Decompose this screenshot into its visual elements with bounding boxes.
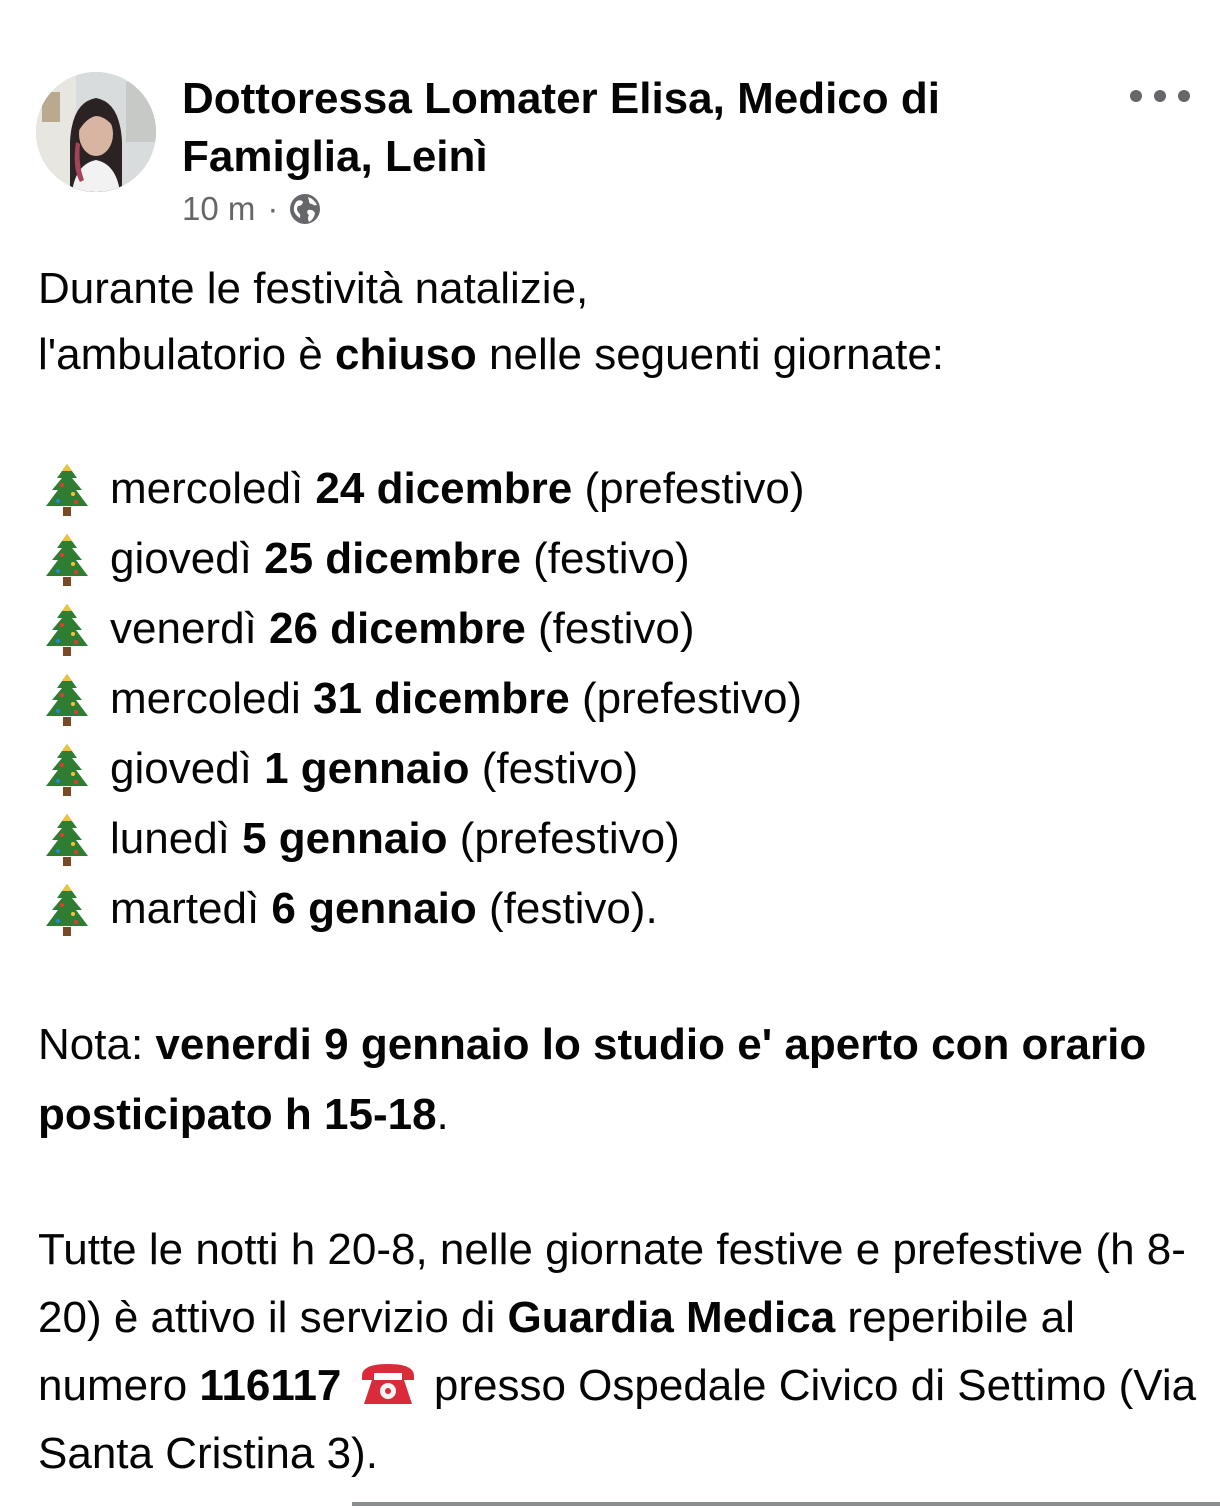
post-header (36, 72, 1196, 232)
closure-type: (festivo) (520, 534, 690, 583)
christmas-tree-icon (38, 881, 96, 937)
service-text-2: reperibile al numero (38, 1293, 1075, 1410)
closure-list (38, 454, 1198, 944)
telephone-icon (358, 1358, 418, 1408)
more-options-icon[interactable] (1130, 76, 1190, 116)
more-dot (1130, 90, 1142, 102)
meta-separator: · (267, 190, 279, 227)
post-meta (182, 188, 322, 230)
avatar[interactable] (36, 72, 156, 192)
service-paragraph (38, 1216, 1198, 1488)
christmas-tree-icon (38, 811, 96, 867)
closure-type: (prefestivo) (572, 464, 805, 513)
closure-day: giovedì (110, 744, 265, 793)
closure-item (38, 524, 1198, 594)
christmas-tree-icon (38, 671, 96, 727)
closure-date: 6 gennaio (271, 884, 477, 933)
closure-item (38, 664, 1198, 734)
closure-item (38, 874, 1198, 944)
closure-day: venerdì (110, 604, 269, 653)
closure-day: martedì (110, 884, 272, 933)
closure-date: 26 dicembre (268, 604, 526, 653)
closure-day: giovedì (110, 534, 265, 583)
closure-item (38, 804, 1198, 874)
intro-paragraph (38, 256, 1198, 388)
scroll-indicator (352, 1502, 1220, 1506)
intro-line-2-post: nelle seguenti giornate: (476, 330, 945, 379)
christmas-tree-icon (38, 741, 96, 797)
closure-item (38, 594, 1198, 664)
closure-type: (festivo) (469, 744, 639, 793)
closure-date: 1 gennaio (264, 744, 470, 793)
closure-day: mercoledi (110, 674, 313, 723)
closure-date: 31 dicembre (312, 674, 570, 723)
closure-day: mercoledì (110, 464, 316, 513)
closure-type: (prefestivo) (569, 674, 803, 723)
post-time[interactable]: 10 m (182, 190, 256, 227)
intro-closed-word: chiuso (335, 330, 477, 379)
christmas-tree-icon (38, 531, 96, 587)
closure-type: (festivo). (476, 884, 658, 933)
more-dot (1154, 90, 1166, 102)
author-name[interactable]: Dottoressa Lomater Elisa, Medico di Famiglia, Leinì (182, 74, 940, 181)
christmas-tree-icon (38, 601, 96, 657)
note-bold-text: venerdi 9 gennaio lo studio e' aperto con orario posticipato h 15-18 (38, 1020, 1147, 1139)
service-number[interactable]: 116117 (199, 1361, 342, 1410)
post-content (38, 256, 1198, 1488)
christmas-tree-icon (38, 461, 96, 517)
globe-icon[interactable] (288, 192, 322, 226)
closure-date: 5 gennaio (242, 814, 448, 863)
avatar-photo (36, 72, 156, 192)
closure-date: 24 dicembre (315, 464, 573, 513)
note-label: Nota: (38, 1020, 156, 1069)
closure-item (38, 454, 1198, 524)
closure-type: (festivo) (525, 604, 695, 653)
more-dot (1178, 90, 1190, 102)
note-end: . (436, 1090, 449, 1139)
closure-type: (prefestivo) (447, 814, 680, 863)
intro-line-1: Durante le festività natalizie, (38, 264, 589, 313)
service-text-3: presso Ospedale Civico di Settimo (Via Santa Cristina 3). (38, 1361, 1197, 1478)
service-name: Guardia Medica (507, 1293, 836, 1342)
intro-line-2-pre: l'ambulatorio è (38, 330, 335, 379)
closure-item (38, 734, 1198, 804)
service-text-1: Tutte le notti h 20-8, nelle giornate festive e prefestive (h 8-20) è attivo il servizio di (38, 1225, 1186, 1342)
closure-date: 25 dicembre (264, 534, 521, 583)
note-paragraph (38, 1010, 1198, 1150)
closure-day: lunedì (110, 814, 243, 863)
